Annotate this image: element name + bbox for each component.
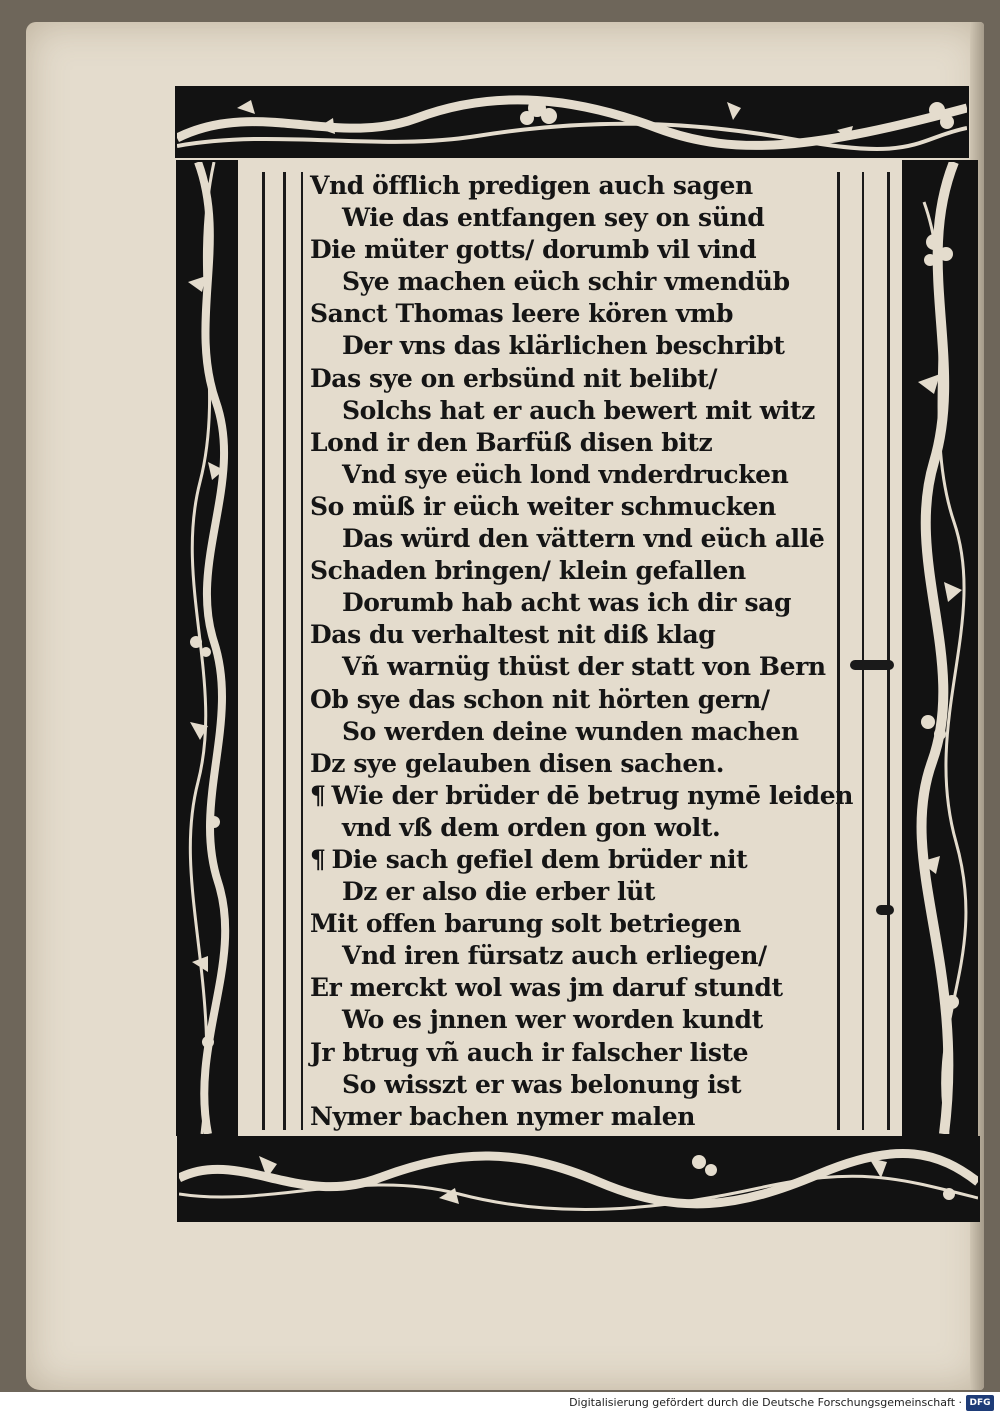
verse-line (310, 234, 835, 266)
verse-line-text: Vñ warnüg thüst der statt von Bern (342, 652, 826, 682)
verse-line-text: Das würd den vättern vnd eüch allē (342, 524, 825, 554)
verse-line-text: Ob sye das schon nit hörten gern/ (310, 684, 770, 714)
verse-line-text: Die müter gotts/ dorumb vil vind (310, 235, 757, 265)
verse-line (310, 491, 835, 523)
verse-line-text: Der vns das klärlichen beschribt (342, 331, 785, 361)
verse-line-text: Sanct Thomas leere kören vmb (310, 299, 734, 329)
verse-line-text: Die sach gefiel dem brüder nit (331, 844, 748, 874)
verse-line (310, 748, 835, 780)
verse-text-block (310, 170, 853, 1133)
verse-line (310, 908, 835, 940)
verse-line (310, 202, 835, 234)
frame-rule (301, 172, 303, 1130)
verse-line-text: So wisszt er was belonung ist (342, 1069, 742, 1099)
verse-line-text: Sye machen eüch schir vmendüb (342, 267, 790, 297)
verse-line (310, 780, 853, 812)
verse-line (310, 619, 835, 651)
verse-line-text: Dz sye gelauben disen sachen. (310, 748, 725, 778)
verse-line-text: Lond ir den Barfüß disen bitz (310, 427, 713, 457)
verse-line-text: Wo es jnnen wer worden kundt (342, 1005, 763, 1035)
verse-line (310, 298, 835, 330)
verse-line (310, 940, 835, 972)
woodcut-border-right-icon (902, 160, 978, 1136)
verse-line-text: So werden deine wunden machen (342, 716, 799, 746)
frame-rule (262, 172, 265, 1130)
frame-rule (862, 172, 864, 1130)
verse-line (310, 651, 835, 683)
verse-line (310, 844, 835, 876)
pilcrow-mark: ¶ (310, 780, 326, 810)
verse-line-text: Wie der brüder dē betrug nymē leiden (331, 780, 853, 810)
frame-rule (283, 172, 286, 1130)
woodcut-border-left-icon (176, 160, 238, 1136)
verse-line-text: Dorumb hab acht was ich dir sag (342, 588, 792, 618)
verse-line (310, 972, 835, 1004)
verse-line-text: Jr btrug vñ auch ir falscher liste (310, 1037, 749, 1067)
verse-line (310, 1101, 835, 1133)
verse-line (310, 363, 835, 395)
verse-line (310, 555, 835, 587)
verse-line-text: Dz er also die erber lüt (342, 877, 656, 907)
woodcut-border-bottom-icon (177, 1136, 980, 1222)
verse-line-text: Das du verhaltest nit diß klag (310, 620, 716, 650)
verse-line-text: Er merckt wol was jm daruf stundt (310, 973, 783, 1003)
verse-line-text: So müß ir eüch weiter schmucken (310, 491, 776, 521)
verse-line-text: Mit offen barung solt betriegen (310, 909, 741, 939)
verse-line-text: Das sye on erbsünd nit belibt/ (310, 363, 718, 393)
frame-ornament-icon (876, 905, 894, 915)
verse-line-text: Nymer bachen nymer malen (310, 1101, 696, 1131)
footer-credit: Digitalisierung gefördert durch die Deutsche Forschungsgemeinschaft · (569, 1396, 962, 1409)
verse-line-text: vnd vß dem orden gon wolt. (342, 812, 721, 842)
digitization-footer (0, 1392, 1000, 1415)
verse-line (310, 266, 835, 298)
dfg-logo-icon: DFG (966, 1395, 994, 1411)
woodcut-border-top-icon (175, 86, 969, 158)
verse-line (310, 523, 835, 555)
verse-line (310, 587, 835, 619)
frame-rule (887, 172, 890, 1130)
verse-line-text: Vnd sye eüch lond vnderdrucken (342, 459, 789, 489)
verse-line (310, 459, 835, 491)
verse-line (310, 330, 835, 362)
verse-line (310, 716, 835, 748)
verse-line (310, 684, 835, 716)
verse-line-text: Schaden bringen/ klein gefallen (310, 556, 746, 586)
verse-line (310, 812, 835, 844)
verse-line-text: Wie das entfangen sey on sünd (342, 203, 765, 233)
verse-line (310, 876, 835, 908)
frame-rule (837, 172, 840, 1130)
verse-line (310, 1037, 835, 1069)
verse-line (310, 427, 835, 459)
frame-ornament-icon (850, 660, 894, 670)
verse-line (310, 395, 835, 427)
verse-line-text: Vnd öfflich predigen auch sagen (310, 171, 753, 200)
verse-line-text: Solchs hat er auch bewert mit witz (342, 395, 815, 425)
pilcrow-mark: ¶ (310, 844, 326, 874)
verse-line (310, 1004, 835, 1036)
verse-line (310, 170, 835, 202)
verse-line (310, 1069, 835, 1101)
verse-line-text: Vnd iren fürsatz auch erliegen/ (342, 941, 767, 971)
